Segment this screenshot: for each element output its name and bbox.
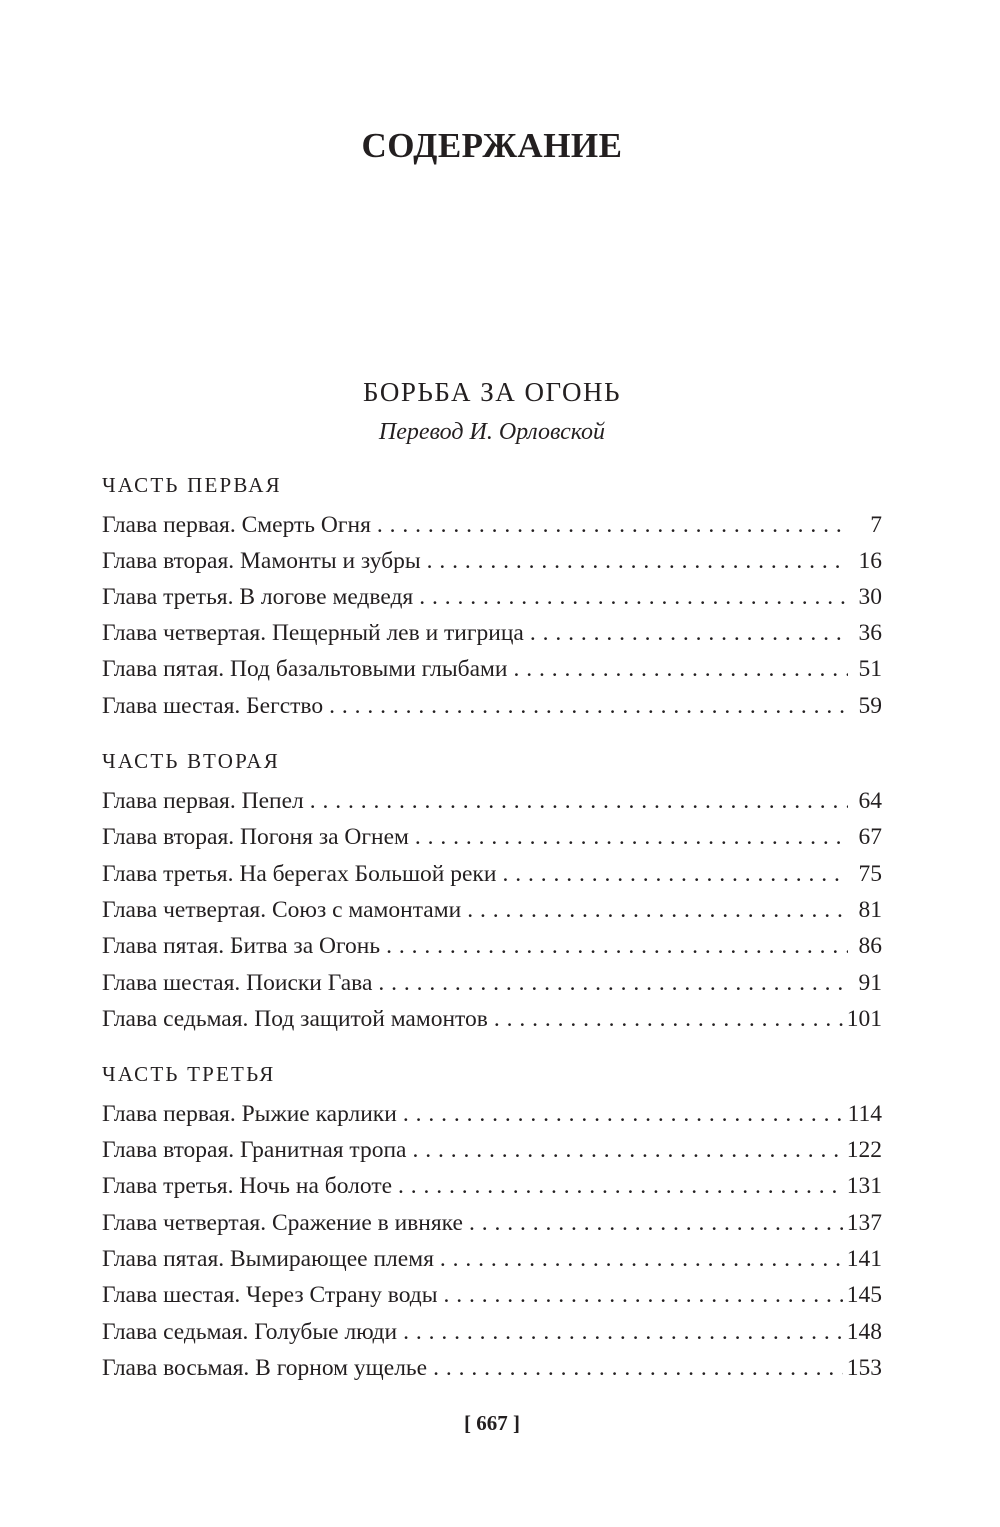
dot-leader [377,507,848,543]
toc-entry[interactable] [102,1277,882,1313]
toc-entry-title: Глава вторая. Мамонты и зубры [102,548,421,574]
toc-entry[interactable] [102,1132,882,1168]
toc-entry[interactable] [102,928,882,964]
dot-leader [329,688,848,724]
dot-leader [469,1205,843,1241]
toc-entry[interactable] [102,1350,882,1386]
toc-entry-title: Глава шестая. Поиски Гава [102,970,373,996]
toc-entry-title: Глава седьмая. Под защитой мамонтов [102,1006,488,1032]
toc-entry-title: Глава третья. В логове медведя [102,584,414,610]
toc-entry-title: Глава пятая. Под базальтовыми глыбами [102,656,508,682]
dot-leader [386,928,848,964]
toc-entry-page: 81 [858,897,882,923]
toc-entry-page: 86 [858,933,882,959]
toc-entry-page: 16 [858,548,882,574]
dot-leader [444,1277,843,1313]
toc-entry-page: 67 [858,824,882,850]
page-title: СОДЕРЖАНИЕ [361,126,623,165]
dot-leader [413,1132,843,1168]
toc-entry-page: 137 [846,1210,882,1236]
toc-entry-title: Глава вторая. Гранитная тропа [102,1137,407,1163]
toc-entry[interactable] [102,965,882,1001]
toc-entry-title: Глава шестая. Через Страну воды [102,1282,438,1308]
toc-entry-title: Глава пятая. Битва за Огонь [102,933,381,959]
toc-entry-title: Глава пятая. Вымирающее племя [102,1246,434,1272]
dot-leader [419,579,848,615]
toc-entry-page: 91 [858,970,882,996]
dot-leader [427,543,848,579]
toc-entry[interactable] [102,1241,882,1277]
toc-entry-title: Глава шестая. Бегство [102,693,324,719]
part-title-1: ЧАСТЬ ПЕРВАЯ [102,473,282,497]
toc-entry[interactable] [102,1205,882,1241]
toc-entry[interactable] [102,856,882,892]
toc-entry-title: Глава первая. Смерть Огня [102,512,371,538]
toc-entry-title: Глава первая. Пепел [102,788,304,814]
toc-entry-title: Глава четвертая. Союз с мамонтами [102,897,462,923]
toc-entry-page: 122 [846,1137,882,1163]
dot-leader [440,1241,843,1277]
toc-entry[interactable] [102,651,882,687]
dot-leader [398,1168,843,1204]
dot-leader [502,856,848,892]
dot-leader [310,783,848,819]
toc-entry-title: Глава третья. Ночь на болоте [102,1173,393,1199]
dot-leader [513,651,848,687]
dot-leader [467,892,848,928]
toc-entry-page: 59 [858,693,882,719]
toc-entry-page: 153 [846,1355,882,1381]
toc-entry[interactable] [102,1314,882,1350]
toc-entry[interactable] [102,615,882,651]
toc-entry[interactable] [102,1168,882,1204]
toc-entry-page: 64 [858,788,882,814]
toc-entry-page: 36 [858,620,882,646]
toc-entry-title: Глава четвертая. Сражение в ивняке [102,1210,463,1236]
toc-entry[interactable] [102,783,882,819]
dot-leader [403,1314,843,1350]
book-title: БОРЬБА ЗА ОГОНЬ [363,377,621,407]
dot-leader [415,819,848,855]
dot-leader [530,615,848,651]
part-title-2: ЧАСТЬ ВТОРАЯ [102,749,280,773]
dot-leader [378,965,848,1001]
toc-entry-page: 145 [846,1282,882,1308]
toc-entry[interactable] [102,543,882,579]
toc-entry[interactable] [102,507,882,543]
toc-entry-page: 131 [846,1173,882,1199]
part-title-3: ЧАСТЬ ТРЕТЬЯ [102,1062,276,1086]
toc-entry-page: 51 [858,656,882,682]
toc-entry-page: 30 [858,584,882,610]
dot-leader [433,1350,843,1386]
toc-entry-title: Глава восьмая. В горном ущелье [102,1355,428,1381]
dot-leader [403,1096,844,1132]
toc-entry-title: Глава первая. Рыжие карлики [102,1101,397,1127]
toc-entry-page: 148 [846,1319,882,1345]
toc-entry[interactable] [102,1096,882,1132]
toc-entry-title: Глава третья. На берегах Большой реки [102,861,497,887]
toc-entry[interactable] [102,688,882,724]
toc-entry-page: 75 [858,861,882,887]
toc-entry[interactable] [102,579,882,615]
toc-entry-page: 7 [870,512,882,538]
dot-leader [494,1001,843,1037]
toc-entry-title: Глава четвертая. Пещерный лев и тигрица [102,620,524,646]
page-number: [ 667 ] [464,1411,520,1435]
toc-entry[interactable] [102,1001,882,1037]
toc-entry-title: Глава вторая. Погоня за Огнем [102,824,409,850]
toc-entry[interactable] [102,892,882,928]
toc-entry-page: 141 [846,1246,882,1272]
book-subtitle: Перевод И. Орловской [378,419,606,445]
toc-entry-page: 114 [847,1101,882,1127]
toc-entry[interactable] [102,819,882,855]
toc-entry-title: Глава седьмая. Голубые люди [102,1319,398,1345]
toc-entry-page: 101 [846,1006,882,1032]
